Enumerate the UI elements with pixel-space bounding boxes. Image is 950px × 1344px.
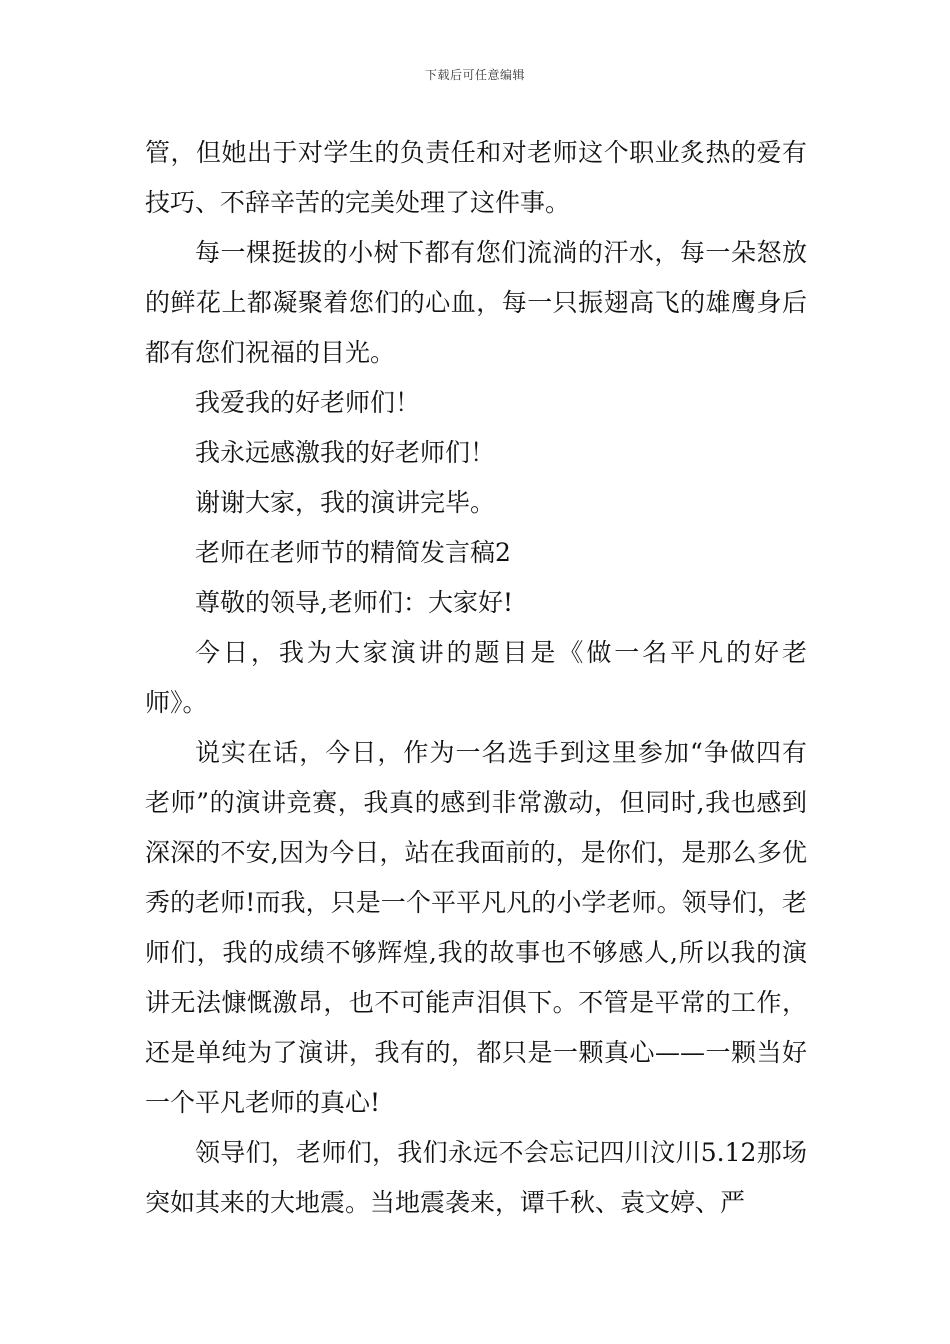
paragraph: 领导们，老师们，我们永远不会忘记四川汶川5.12那场突如其来的大地震。当地震袭来，谭千秋、袁文婷、严 [145, 1138, 807, 1217]
paragraph: 说实在话，今日，作为一名选手到这里参加“争做四有老师”的演讲竞赛，我真的感到非常激动，但同时,我也感到深深的不安,因为今日，站在我面前的，是你们，是那么多优秀的老师!而我，只是一个平平凡凡的小学老师。领导们，老师们，我的成绩不够辉煌,我的故事也不够感人,所以我的演讲无法慷慨激昂，也不可能声泪俱下。不管是平常的工作，还是单纯为了演讲，我有的，都只是一颗真心——一颗当好一个平凡老师的真心! [145, 738, 807, 1117]
section-title: 老师在老师节的精简发言稿2 [195, 538, 511, 567]
paragraph: 谢谢大家，我的演讲完毕。 [195, 488, 496, 517]
salutation: 尊敬的领导,老师们：大家好! [195, 588, 513, 617]
paragraph: 今日，我为大家演讲的题目是《做一名平凡的好老师》。 [145, 638, 807, 717]
paragraph: 每一棵挺拔的小树下都有您们流淌的汗水，每一朵怒放的鲜花上都凝聚着您们的心血，每一只振翅高飞的雄鹰身后都有您们祝福的目光。 [145, 238, 807, 367]
paragraph: 我永远感激我的好老师们！ [195, 438, 496, 467]
paragraph: 我爱我的好老师们！ [195, 388, 421, 417]
paragraph: 管，但她出于对学生的负责任和对老师这个职业炙热的爱有技巧、不辞辛苦的完美处理了这件事。 [145, 138, 807, 217]
page-header: 下载后可任意编辑 [424, 68, 525, 82]
document-body [145, 128, 807, 1228]
